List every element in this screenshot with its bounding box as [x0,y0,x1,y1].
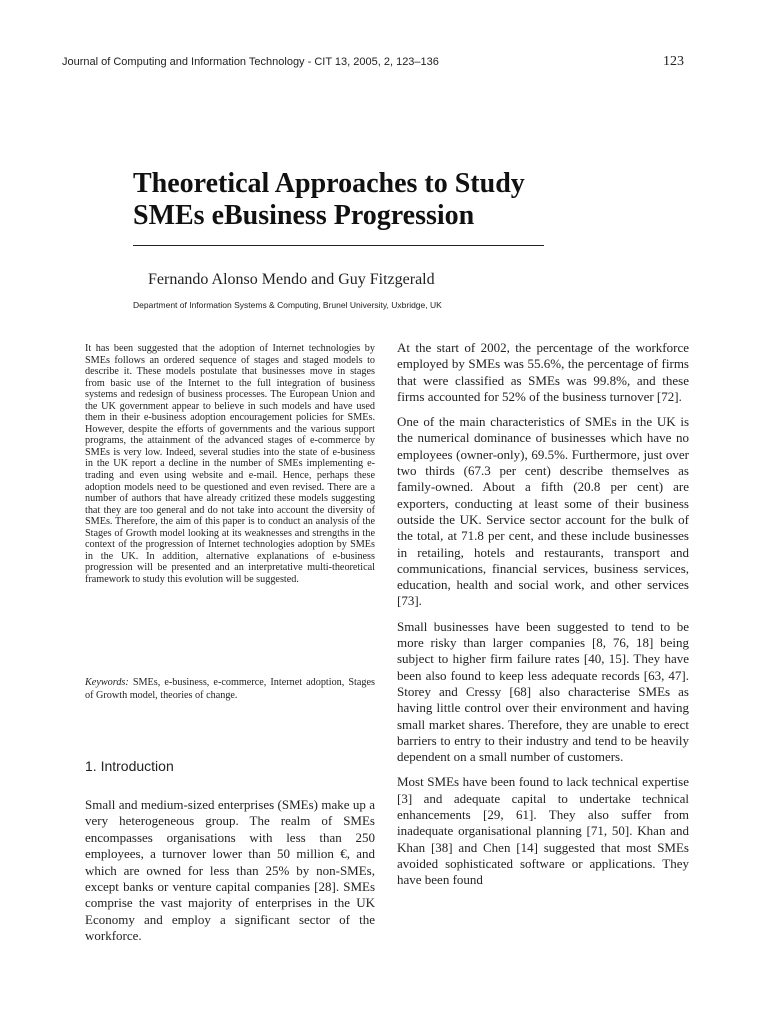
abstract: It has been suggested that the adoption of Internet technologies by SMEs follows an ordered sequence of stages and staged models to describe it. These models postulate that businesses move in stages from basic use of the Internet to the full integration of business systems and redesign of business processes. The European Union and the UK government appear to believe in such models and have used them in their e-business adoption encouragement policies for SMEs. However, despite the efforts of governments and the various support programs, the attainment of the advanced stages of e-commerce by SMEs is very low. Indeed, several studies into the state of e-business in the UK report a decline in the number of SMEs implementing e-trading and even using website and e-mail. Hence, perhaps these adoption models need to be questioned and even revised. There are a number of authors that have already critized these models suggesting that they are too general and do not take into account the diversity of SMEs. Therefore, the aim of this paper is to conduct an analysis of the Stages of Growth model looking at its weaknesses and strengths in the context of the progression of Internet technologies adoption by SMEs in the UK. In addition, alternative explanations of e-business progression will be presented and an interpretative multi-theoretical framework to study this evolution will be suggested. [85,343,375,585]
right-paragraph-1: At the start of 2002, the percentage of the workforce employed by SMEs was 55.6%, the percentage of firms that were classified as SMEs was 99.8%, and these firms accounted for 52% of the business turnover [72]. [397,340,689,404]
page-number: 123 [663,54,684,69]
keywords-text: SMEs, e-business, e-commerce, Internet adoption, Stages of Growth model, theories of change. [85,677,375,701]
right-paragraph-3: Small businesses have been suggested to tend to be more risky than larger companies [8, 76, 18] being subject to higher firm failure rates [40, 15]. They have been also found to keep less adequate records [63, 47]. Storey and Cressy [68] also characterise SMEs as having little control over their environment and having small market shares. Therefore, they are unable to erect barriers to entry to their industry and tend to be heavily dependent on a small number of customers. [397,618,689,765]
title-line-1: Theoretical Approaches to Study [133,168,525,199]
right-column [397,340,689,898]
authors: Fernando Alonso Mendo and Guy Fitzgerald [148,271,435,288]
intro-paragraph: Small and medium-sized enterprises (SMEs) make up a very heterogeneous group. The realm of SMEs encompasses organisations with less than 250 employees, a turnover lower than 50 million €, and which are owned for less than 25% by non-SMEs, except banks or venture capital companies [28]. SMEs comprise the vast majority of enterprises in the UK Economy and employ a significant sector of the workforce. [85,797,375,944]
keywords [85,677,375,702]
paper-title [133,168,603,232]
right-paragraph-4: Most SMEs have been found to lack technical expertise [3] and adequate capital to undertake technical enhancements [29, 61]. They also suffer from inadequate organisational planning [71, 50]. Khan and Khan [38] and Chen [14] suggested that most SMEs avoided sophisticated software or applications. They have been found [397,774,689,888]
section-heading: 1. Introduction [85,758,174,774]
title-divider [133,245,544,246]
keywords-label: Keywords: [85,677,129,688]
journal-header: Journal of Computing and Information Technology - CIT 13, 2005, 2, 123–136 [62,56,439,68]
title-line-2: SMEs eBusiness Progression [133,200,475,231]
right-paragraph-2: One of the main characteristics of SMEs in the UK is the numerical dominance of businesses which have no employees (owner-only), 69.5%. Furthermore, just over two thirds (67.3 per cent) describe themselves as family-owned. About a fifth (20.8 per cent) are exporters, conducting at least some of their business outside the UK. Service sector account for the bulk of the total, at 71.8 per cent, and these include businesses in retailing, hotels and restaurants, transport and communications, financial services, business services, education, health and social work, and other services [73]. [397,414,689,609]
affiliation: Department of Information Systems & Computing, Brunel University, Uxbridge, UK [133,300,442,310]
